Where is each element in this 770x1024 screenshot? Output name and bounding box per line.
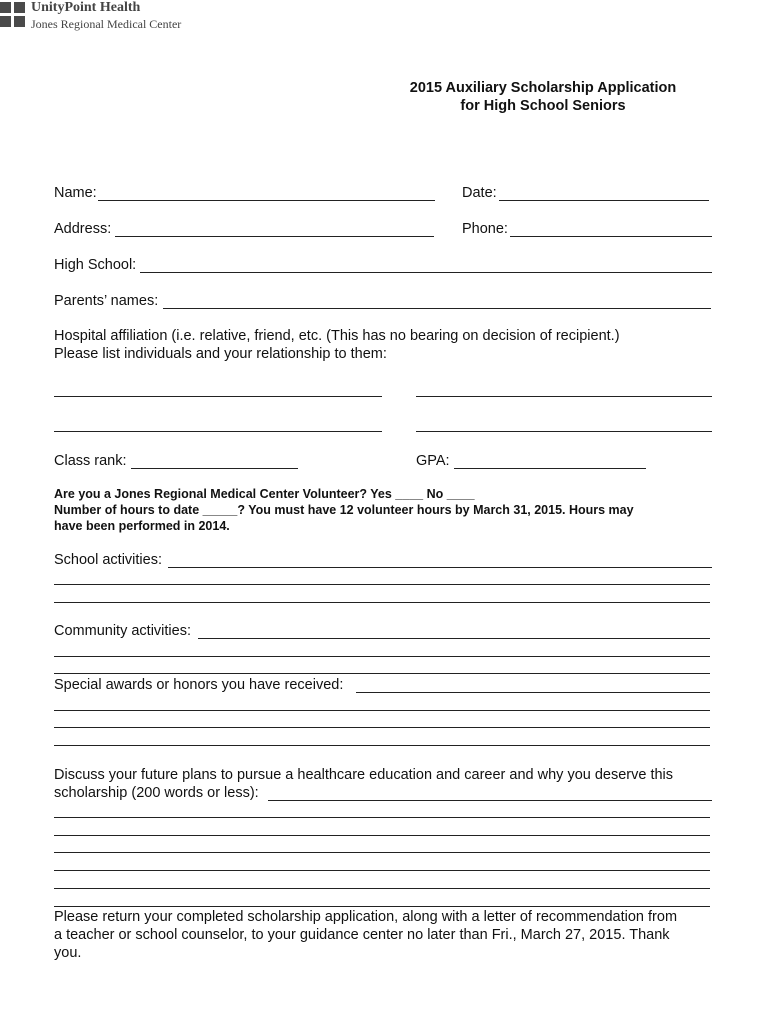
community-activities-field-3[interactable] bbox=[54, 673, 710, 674]
phone-label: Phone: bbox=[462, 221, 508, 237]
community-activities-field-1[interactable] bbox=[198, 638, 710, 639]
volunteer-hours: Number of hours to date _____? You must have 12 volunteer hours by March 31, 2015. Hours may bbox=[54, 503, 634, 517]
footer-text-3: you. bbox=[54, 945, 82, 961]
date-field[interactable] bbox=[499, 200, 709, 201]
address-field[interactable] bbox=[115, 236, 434, 237]
affiliation-field-4[interactable] bbox=[416, 431, 712, 432]
school-activities-field-1[interactable] bbox=[168, 567, 712, 568]
future-plans-field-2[interactable] bbox=[54, 817, 710, 818]
future-plans-field-4[interactable] bbox=[54, 852, 710, 853]
school-activities-field-2[interactable] bbox=[54, 584, 710, 585]
cross-logo-icon bbox=[0, 2, 26, 28]
logo-subtitle: Jones Regional Medical Center bbox=[31, 17, 182, 31]
class-rank-label: Class rank: bbox=[54, 453, 127, 469]
name-field[interactable] bbox=[98, 200, 435, 201]
community-activities-label: Community activities: bbox=[54, 623, 191, 639]
affiliation-field-3[interactable] bbox=[54, 431, 382, 432]
school-activities-label: School activities: bbox=[54, 552, 162, 568]
parents-label: Parents’ names: bbox=[54, 293, 159, 309]
footer-text-1: Please return your completed scholarship application, along with a letter of recommendation from bbox=[54, 909, 678, 925]
page-title: 2015 Auxiliary Scholarship Application bbox=[409, 80, 677, 96]
logo-name: UnityPoint Health bbox=[31, 0, 141, 15]
affiliation-field-2[interactable] bbox=[416, 396, 712, 397]
future-plans-text-2: scholarship (200 words or less): bbox=[54, 785, 259, 801]
affiliation-field-1[interactable] bbox=[54, 396, 382, 397]
awards-label: Special awards or honors you have received: bbox=[54, 677, 344, 693]
awards-field-3[interactable] bbox=[54, 727, 710, 728]
future-plans-field-6[interactable] bbox=[54, 888, 710, 889]
affiliation-text-1: Hospital affiliation (i.e. relative, friend, etc. (This has no bearing on decision of recipient.) bbox=[54, 328, 620, 344]
phone-field[interactable] bbox=[510, 236, 712, 237]
address-label: Address: bbox=[54, 221, 112, 237]
gpa-field[interactable] bbox=[454, 468, 646, 469]
community-activities-field-2[interactable] bbox=[54, 656, 710, 657]
name-label: Name: bbox=[54, 185, 97, 201]
class-rank-field[interactable] bbox=[131, 468, 298, 469]
volunteer-question: Are you a Jones Regional Medical Center Volunteer? Yes ____ No ____ bbox=[54, 487, 475, 501]
volunteer-note: have been performed in 2014. bbox=[54, 519, 230, 533]
gpa-label: GPA: bbox=[416, 453, 450, 469]
school-activities-field-3[interactable] bbox=[54, 602, 710, 603]
future-plans-field-3[interactable] bbox=[54, 835, 710, 836]
future-plans-field-7[interactable] bbox=[54, 906, 710, 907]
awards-field-4[interactable] bbox=[54, 745, 710, 746]
parents-field[interactable] bbox=[163, 308, 711, 309]
page-subtitle: for High School Seniors bbox=[460, 98, 626, 114]
future-plans-field-5[interactable] bbox=[54, 870, 710, 871]
awards-field-1[interactable] bbox=[356, 692, 710, 693]
date-label: Date: bbox=[462, 185, 497, 201]
future-plans-field-1[interactable] bbox=[268, 800, 712, 801]
high-school-label: High School: bbox=[54, 257, 137, 273]
awards-field-2[interactable] bbox=[54, 710, 710, 711]
footer-text-2: a teacher or school counselor, to your guidance center no later than Fri., March 27, 2015. Thank bbox=[54, 927, 670, 943]
future-plans-text-1: Discuss your future plans to pursue a healthcare education and career and why you deserve this bbox=[54, 767, 674, 783]
logo bbox=[0, 0, 190, 34]
high-school-field[interactable] bbox=[140, 272, 712, 273]
affiliation-text-2: Please list individuals and your relationship to them: bbox=[54, 346, 387, 362]
